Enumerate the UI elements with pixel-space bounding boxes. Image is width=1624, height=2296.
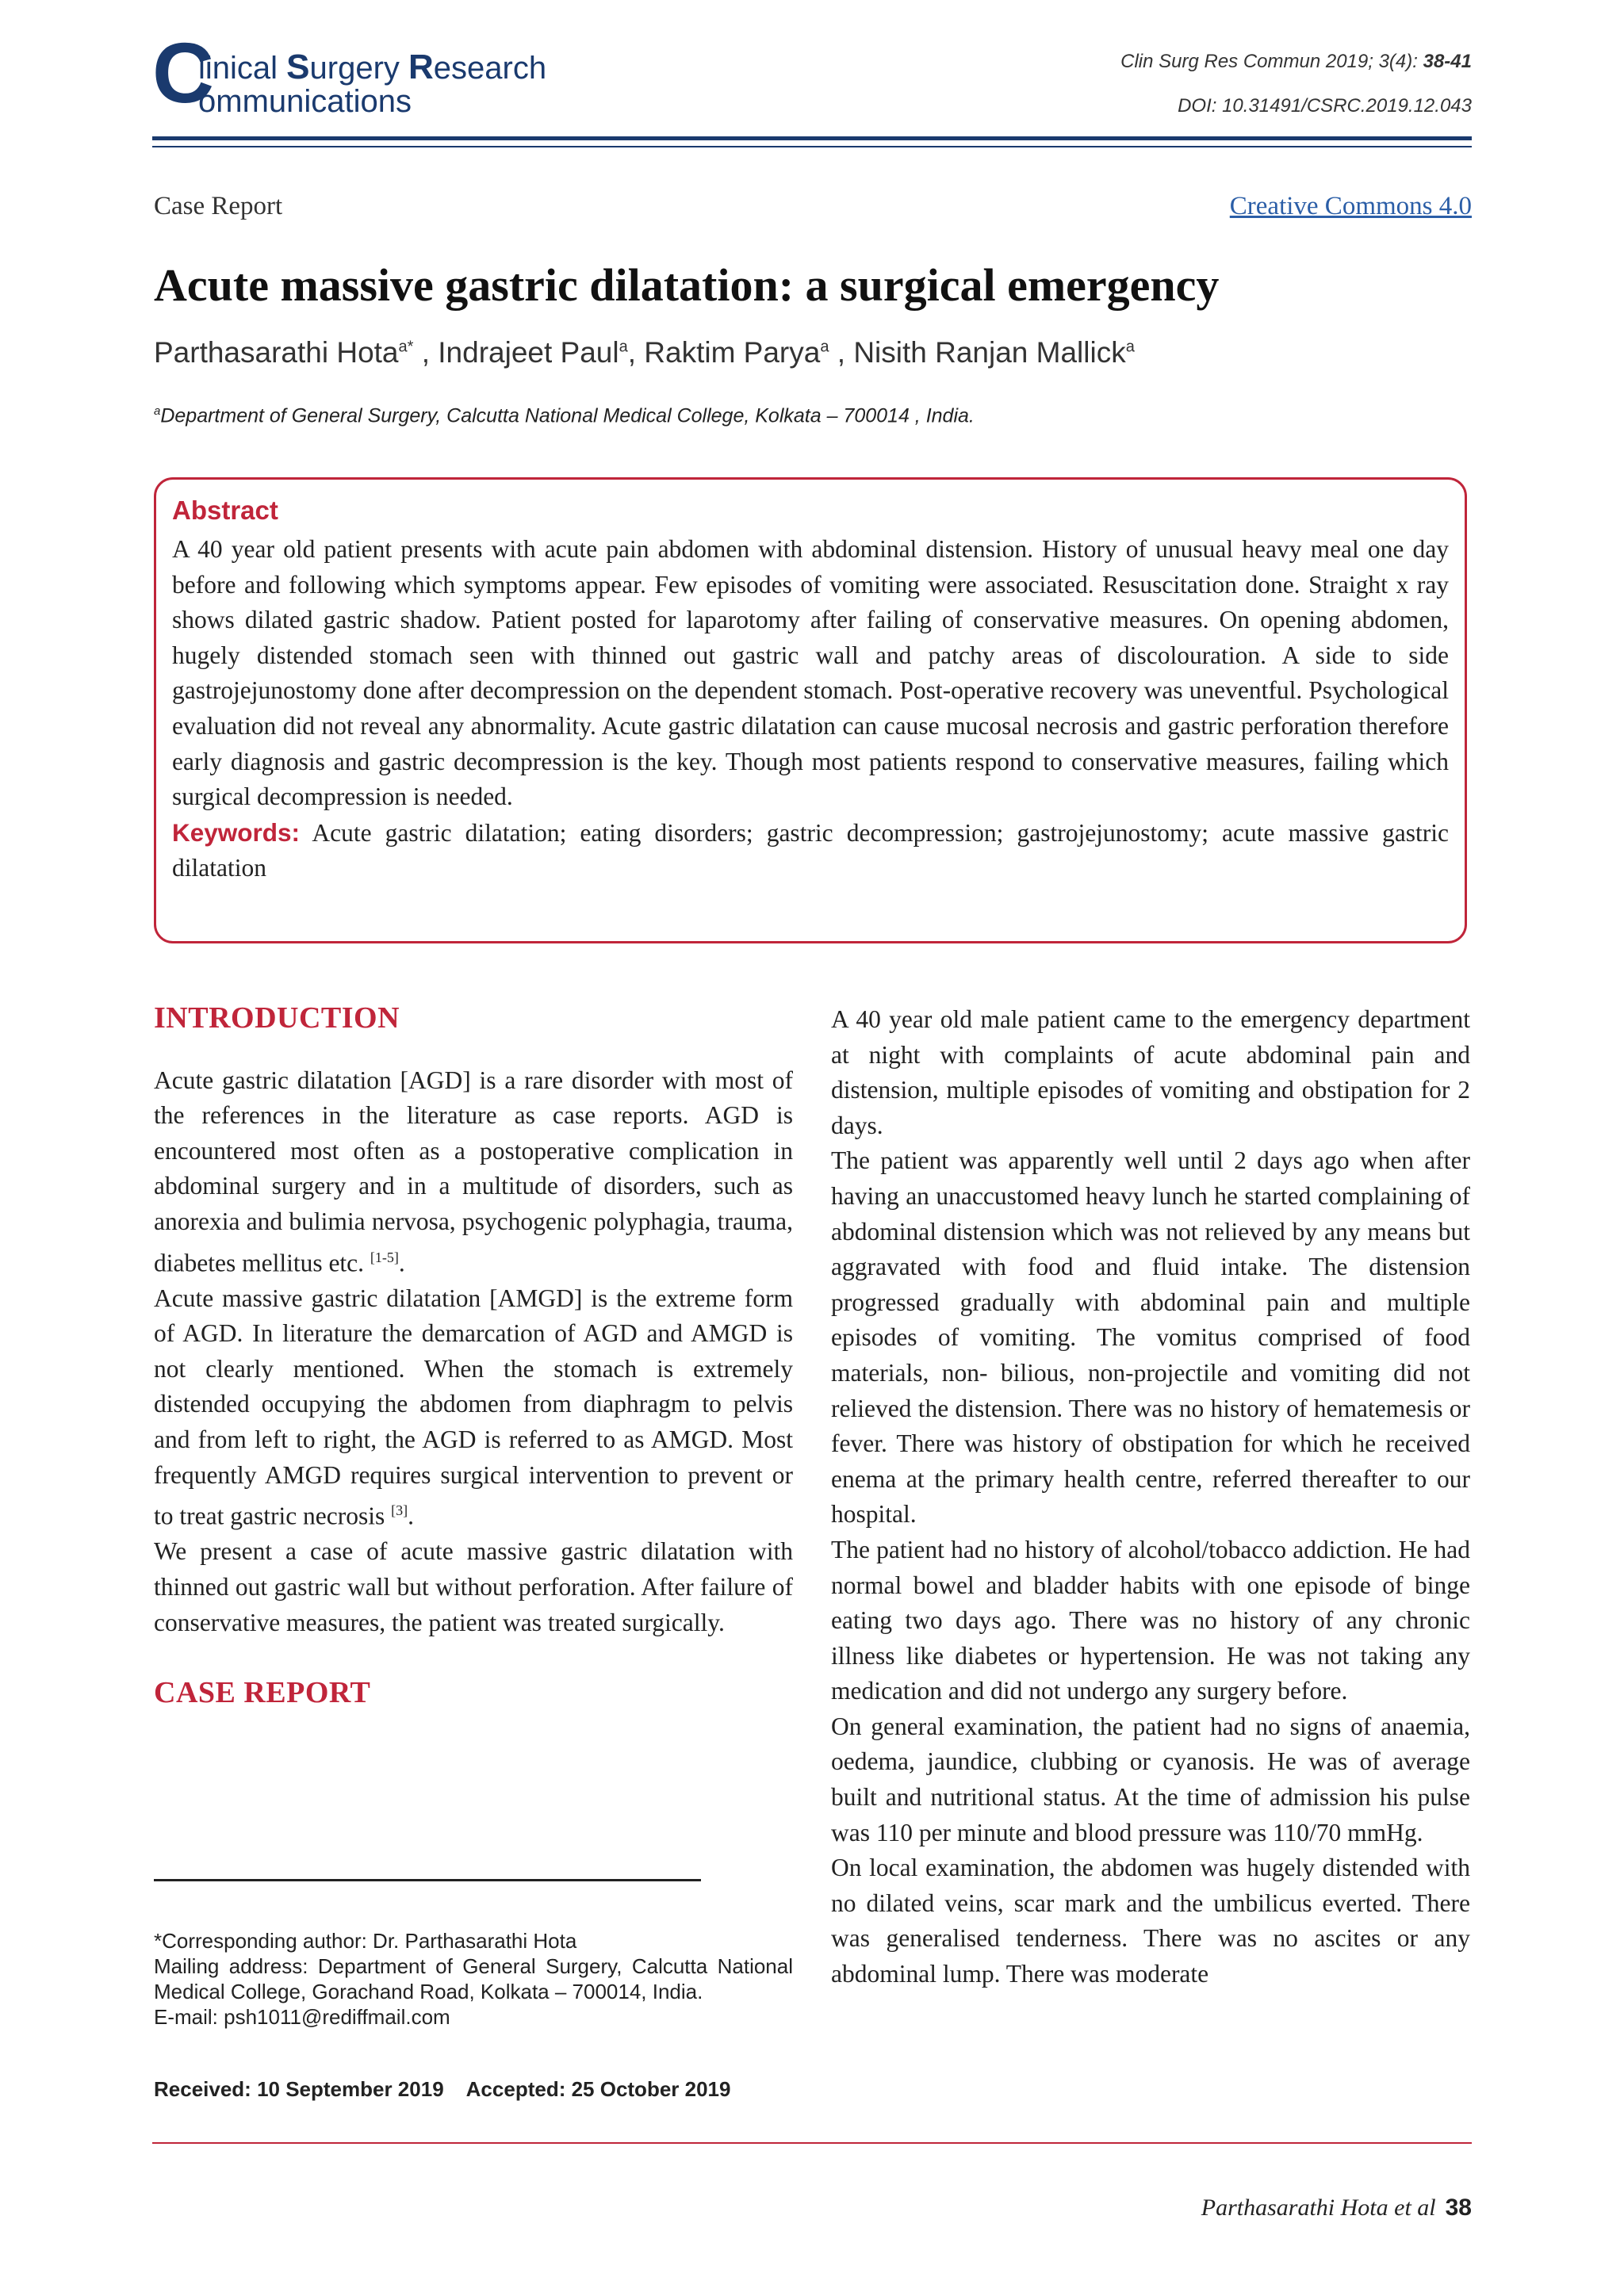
case-paragraph: The patient was apparently well until 2 days ago when after having an unaccustomed heavy lunch he started complaining of abdominal distension which was not relieved by any means but aggravated with food and fluid intake. The distension progressed gradually with abdominal pain and multiple episodes of vomiting. The vomitus comprised of food materials, non- bilious, non-projectile and vomiting did not relieved the distension. There was no history of hematemesis or fever. There was history of obstipation for which he received enema at the primary health centre, referred thereafter to our hospital. [831, 1146, 1470, 1529]
keywords [172, 815, 1449, 886]
introduction-section [154, 1001, 793, 1711]
punctuation: . [398, 1249, 405, 1277]
footnote [154, 1928, 793, 2030]
author-name: Indrajeet Paul [438, 336, 619, 369]
article-title: Acute massive gastric dilatation: a surgical emergency [154, 259, 1220, 311]
logo-line-2: ommunications [198, 84, 412, 119]
abstract-box [154, 477, 1467, 943]
introduction-paragraph: We present a case of acute massive gastric dilatation with thinned out gastric wall but without perforation. After failure of conservative measures, the patient was treated surgically. [154, 1537, 793, 1636]
introduction-paragraph [154, 1281, 793, 1535]
license-link[interactable]: Creative Commons 4.0 [1229, 192, 1472, 220]
article-dates [154, 2077, 730, 2102]
keywords-text: Acute gastric dilatation; eating disorders; gastric decompression; gastrojejunostomy; acute massive gastric dilatation [172, 818, 1449, 882]
mailing-address: Mailing address: Department of General Surgery, Calcutta National Medical College, Gorachand Road, Kolkata – 700014, India. [154, 1954, 793, 2003]
author-sup: a [619, 338, 628, 356]
footer-author: Parthasarathi Hota et al [1201, 2195, 1436, 2221]
keywords-label: Keywords: [172, 817, 301, 847]
author-sup: a [820, 338, 829, 356]
journal-logo [152, 25, 565, 121]
running-footer [1201, 2195, 1472, 2221]
logo-word: linical [198, 51, 287, 86]
abstract-heading: Abstract [172, 496, 278, 525]
citation-ref: [3] [391, 1502, 408, 1519]
logo-letter-c: C [152, 25, 214, 121]
logo-cap: R [408, 48, 434, 86]
doi: DOI: 10.31491/CSRC.2019.12.043 [1178, 95, 1472, 117]
case-paragraph: A 40 year old male patient came to the emergency department at night with complaints of acute abdominal pain and distension, multiple episodes of vomiting and obstipation for 2 days. [831, 1005, 1470, 1139]
introduction-heading: INTRODUCTION [154, 1001, 400, 1035]
citation-ref: [1-5] [370, 1249, 399, 1265]
affiliation-sup: a [154, 404, 161, 418]
citation-pages: 38-41 [1423, 51, 1472, 72]
author-name: Nisith Ranjan Mallick [853, 336, 1126, 369]
accepted-date: Accepted: 25 October 2019 [465, 2077, 731, 2101]
received-date: Received: 10 September 2019 [154, 2077, 444, 2101]
footer-rule [152, 2142, 1472, 2144]
author-sup: a [1125, 338, 1135, 356]
author-list: Parthasarathi Hota$^{a*}$ , Indrajeet Paul$^a$, Raktim Parya$^a$ , Nisith Ranjan Mallick$^a$ [154, 336, 1135, 369]
logo-cap: S [286, 48, 310, 86]
case-report-heading: CASE REPORT [154, 1676, 371, 1710]
citation-text: Clin Surg Res Commun 2019; 3(4): [1120, 51, 1418, 72]
case-paragraph: On local examination, the abdomen was hugely distended with no dilated veins, scar mark and the umbilicus everted. There was generalised tenderness. There was no ascites or any abdominal lump. There was moderate [831, 1854, 1470, 1988]
punctuation: . [408, 1502, 415, 1530]
logo-word: esearch [433, 51, 547, 86]
case-paragraph: On general examination, the patient had no signs of anaemia, oedema, jaundice, clubbing or cyanosis. He was of average built and nutritional status. At the time of admission his pulse was 110 per minute and blood pressure was 110/70 mmHg. [831, 1712, 1470, 1846]
corresponding-author: *Corresponding author: Dr. Parthasarathi Hota [154, 1929, 577, 1953]
journal-citation [1120, 51, 1472, 73]
paragraph-text: Acute gastric dilatation [AGD] is a rare disorder with most of the references in the literature as case reports. AGD is encountered most often as a postoperative complication in abdominal surgery and in a multitude of disorders, such as anorexia and bulimia nervosa, psychogenic polyphagia, trauma, diabetes mellitus etc. [154, 1066, 793, 1277]
header-rule-thin [152, 146, 1472, 147]
email: E-mail: psh1011@rediffmail.com [154, 2005, 450, 2029]
case-report-section [831, 1002, 1470, 1992]
abstract-text: A 40 year old patient presents with acute pain abdomen with abdominal distension. History of unusual heavy meal one day before and following which symptoms appear. Few episodes of vomiting were associated. Resuscitation done. Straight x ray shows dilated gastric shadow. Patient posted for laparotomy after failing of conservative measures. On opening abdomen, hugely distended stomach seen with thinned out gastric wall and patchy areas of discolouration. A side to side gastrojejunostomy done after decompression on the dependent stomach. Post-operative recovery was uneventful. Psychological evaluation did not reveal any abnormality. Acute gastric dilatation can cause mucosal necrosis and gastric perforation therefore early diagnosis and gastric decompression is the key. Though most patients respond to conservative measures, failing which surgical decompression is needed. [172, 535, 1449, 811]
author-name: Parthasarathi Hota [154, 336, 399, 369]
author-name: Raktim Parya [644, 336, 821, 369]
logo-line-1 [198, 48, 546, 87]
header-rule [152, 136, 1472, 140]
footnote-rule [154, 1879, 701, 1881]
article-type: Case Report [154, 192, 283, 220]
paragraph-text: Acute massive gastric dilatation [AMGD] is the extreme form of AGD. In literature the demarcation of AGD and AMGD is not clearly mentioned. When the stomach is extremely distended occupying the abdomen from diaphragm to pelvis and from left to right, the AGD is referred to as AMGD. Most frequently AMGD requires surgical intervention to prevent or to treat gastric necrosis [154, 1284, 793, 1530]
logo-word: urgery [309, 51, 409, 86]
affiliation [154, 404, 975, 427]
introduction-paragraph [154, 1063, 793, 1281]
page-number: 38 [1445, 2195, 1472, 2221]
affiliation-text: Department of General Surgery, Calcutta National Medical College, Kolkata – 700014 , India. [160, 404, 975, 427]
case-paragraph: The patient had no history of alcohol/tobacco addiction. He had normal bowel and bladder habits with one episode of binge eating two days ago. There was no history of any chronic illness like diabetes or hypertension. He was not taking any medication and did not undergo any surgery before. [831, 1535, 1470, 1705]
author-sup: a* [398, 338, 414, 356]
